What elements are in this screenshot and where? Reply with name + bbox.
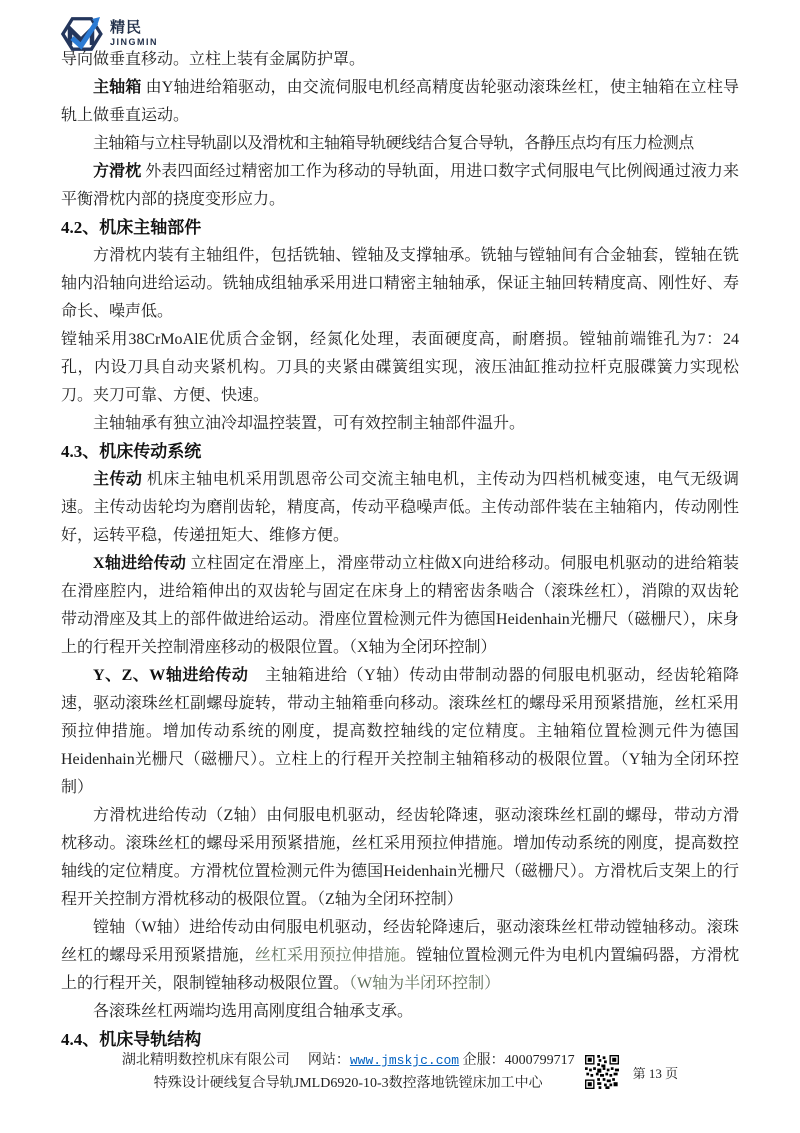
paragraph-text: 镗轴位置检测元件为电机内置编码器，方滑枕上的行程开关，限制镗轴移动极限位置。	[61, 947, 739, 992]
page-footer	[0, 1049, 800, 1095]
paragraph-guide-move: 导向做垂直移动。立柱上装有金属防护罩。	[61, 51, 366, 68]
paragraph-ballscrew-bearings: 各滚珠丝杠两端均选用高刚度组合轴承支承。	[93, 1003, 414, 1020]
paragraph-yzw-axis-feed	[61, 662, 739, 802]
paragraph-spindle-box	[61, 74, 739, 130]
footer-contact-line	[122, 1049, 575, 1072]
paragraph-oil-cooling: 主轴轴承有独立油冷却温控装置，可有效控制主轴部件温升。	[93, 415, 526, 432]
paragraph-guideway-pressure: 主轴箱与立柱导轨副以及滑枕和主轴箱导轨硬线结合复合导轨，各静压点均有压力检测点	[93, 135, 694, 152]
company-name: 湖北精明数控机床有限公司	[121, 1053, 290, 1068]
section-heading-4-4: 4.4、机床导轨结构	[61, 1030, 202, 1049]
page-number: 第 13 页	[632, 1065, 679, 1081]
service-label: 企服：	[462, 1053, 505, 1068]
paragraph-square-ram	[61, 158, 739, 214]
paragraph-text: 机床主轴电机采用凯恩帝公司交流主轴电机，主传动为四档机械变速，电气无级调速。主传动齿轮均为磨削齿轮，精度高，传动平稳噪声低。主传动部件装在主轴箱内，传动刚性好，运转平稳，传递扭矩大、维修方便。	[61, 471, 739, 544]
paragraph-z-axis-feed: 方滑枕进给传动（Z轴）由伺服电机驱动，经齿轮降速，驱动滚珠丝杠副的螺母，带动方滑枕移动。滚珠丝杠的螺母采用预紧措施，丝杠采用预拉伸措施。增加传动系统的刚度，提高数控轴线的定位精度。方滑枕位置检测元件为德国Heidenhain光栅尺（磁栅尺）。方滑枕后支架上的行程开关控制方滑枕移动的极限位置。（Z轴为全闭环控制）	[61, 807, 739, 908]
term-yzw-axis-feed: Y、Z、W轴进给传动	[93, 667, 249, 684]
highlighted-text: 丝杠采用预拉伸措施。	[254, 947, 417, 964]
paragraph-text: 由Y轴进给箱驱动，由交流伺服电机经高精度齿轮驱动滚珠丝杠，使主轴箱在立柱导轨上做垂直运动。	[61, 79, 739, 124]
highlighted-text: （W轴为半闭环控制）	[349, 975, 501, 992]
paragraph-w-axis-feed	[61, 914, 739, 998]
brand-name-cn: 精民	[110, 20, 143, 36]
section-heading-4-3: 4.3、机床传动系统	[61, 442, 202, 461]
document-body	[61, 46, 739, 1054]
paragraph-boring-shaft-material: 镗轴采用38CrMoAlE优质合金钢，经氮化处理，表面硬度高，耐磨损。镗轴前端锥孔为7：24孔，内设刀具自动夹紧机构。刀具的夹紧由碟簧组实现，液压油缸推动拉杆克服碟簧力实现松刀。夹刀可靠、方便、快速。	[61, 331, 739, 404]
paragraph-text: 立柱固定在滑座上，滑座带动立柱做X向进给移动。伺服电机驱动的进给箱装在滑座腔内，进给箱伸出的双齿轮与固定在床身上的精密齿条啮合（滚珠丝杠），消隙的双齿轮带动滑座及其上的部件做进给运动。滑座位置检测元件为德国Heidenhain光栅尺（磁栅尺），床身上的行程开关控制滑座移动的极限位置。（X轴为全闭环控制）	[61, 555, 739, 656]
paragraph-text: 主轴箱进给（Y轴）传动由带制动器的伺服电机驱动，经齿轮箱降速，驱动滚珠丝杠副螺母旋转，带动主轴箱垂向移动。滚珠丝杠的螺母采用预紧措施，丝杠采用预拉伸措施。增加传动系统的刚度，提高数控轴线的定位精度。主轴箱位置检测元件为德国Heidenhain光栅尺（磁栅尺）。立柱上的行程开关控制主轴箱移动的极限位置。（Y轴为全闭环控制）	[61, 667, 740, 796]
footer-machine-subtitle: 特殊设计硬线复合导轨JMLD6920-10-3数控落地铣镗床加工中心	[153, 1076, 543, 1091]
paragraph-x-axis-feed	[61, 550, 739, 662]
paragraph-text: 外表四面经过精密加工作为移动的导轨面，用进口数字式伺服电气比例阀通过液力来平衡滑枕内部的挠度变形应力。	[61, 163, 739, 208]
paragraph-spindle-assembly: 方滑枕内装有主轴组件，包括铣轴、镗轴及支撑轴承。铣轴与镗轴间有合金轴套，镗轴在铣轴内沿轴向进给运动。铣轴成组轴承采用进口精密主轴轴承，保证主轴回转精度高、刚性好、寿命长、噪声低。	[61, 247, 739, 320]
footer-text-block	[122, 1049, 575, 1095]
section-heading-4-2: 4.2、机床主轴部件	[61, 218, 202, 237]
term-spindle-box: 主轴箱	[93, 79, 142, 96]
term-square-ram: 方滑枕	[93, 163, 142, 180]
service-phone: 4000799717	[504, 1053, 575, 1068]
website-link[interactable]: www.jmskjc.com	[349, 1053, 460, 1068]
term-main-drive: 主传动	[93, 471, 143, 488]
brand-text	[110, 21, 158, 47]
brand-name-en: JINGMIN	[110, 37, 159, 47]
website-label: 网站：	[307, 1053, 350, 1068]
paragraph-text: 镗轴（W轴）进给传动由伺服电机驱动，经齿轮降速后，驱动滚珠丝杠带动镗轴移动。滚珠丝杠的螺母采用预紧措施，	[61, 919, 739, 964]
qr-code	[585, 1055, 619, 1089]
paragraph-main-drive	[61, 466, 739, 550]
term-x-axis-feed: X轴进给传动	[93, 555, 187, 572]
